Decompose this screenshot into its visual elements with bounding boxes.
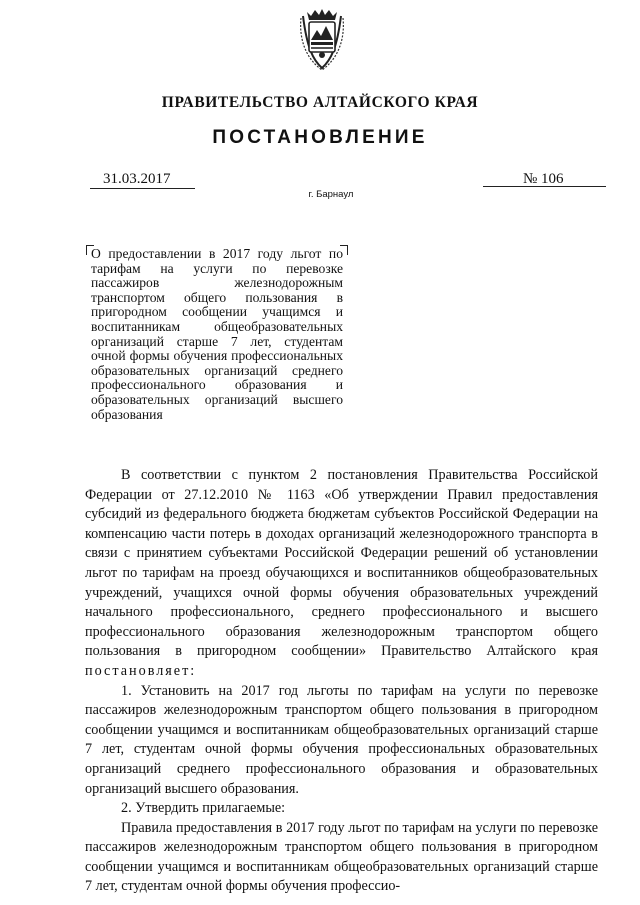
document-body <box>85 466 598 897</box>
document-type: ПОСТАНОВЛЕНИЕ <box>212 127 428 148</box>
preamble-text: В соответствии с пунктом 2 постановления Правительства Российской Федерации от 27.12.2010 № 1163 «Об утверждении Правил предоставления субсидий из федерального бюджета бюджетам субъектов Российской Федерации на компенсацию части потерь в доходах организаций железнодорожного транспорта в связи с принятием субъектами Российской Федерации решений об установлении льгот по тарифам на проезд обучающихся и воспитанников общеобразовательных учреждений, учащихся очной формы обучения образовательных учреждений начального профессионального, среднего профессионального и высшего профессионального образования железнодорожным транспортом общего пользования в пригородном сообщении» Правительство Алтайского края <box>85 467 598 660</box>
item-2-text: Правила предоставления в 2017 году льгот по тарифам на услуги по перевозке пассажиров железнодорожным транспортом общего пользования в пригородном сообщении учащимся и воспитанникам общеобразовательных организаций старше 7 лет, студентам очной формы обучения профессио- <box>85 819 598 895</box>
number-underline <box>483 186 606 187</box>
document-subject: О предоставлении в 2017 году льгот по тарифам на услуги по перевозке пассажиров железнодорожным транспортом общего пользования в пригородном сообщении учащимся и воспитанникам общеобразовательных организаций старше 7 лет, студентам очной формы обучения профессиональных образовательных организаций среднего профессионального образования и образовательных организаций высшего образования <box>91 246 343 422</box>
coat-of-arms-icon <box>297 8 347 72</box>
preamble-paragraph <box>85 466 598 682</box>
document-number: № 106 <box>523 171 564 187</box>
document-date: 31.03.2017 <box>103 171 171 187</box>
item-2: 2. Утвердить прилагаемые: <box>121 800 286 817</box>
decree-word: постановляет: <box>85 662 197 679</box>
city-label: г. Барнаул <box>308 189 354 200</box>
item-1: 1. Установить на 2017 год льготы по тарифам на услуги по перевозке пассажиров железнодорожным транспортом общего пользования в пригородном сообщении учащимся и воспитанникам общеобразовательных организаций старше 7 лет, студентам очной формы обучения профессиональных образовательных организаций среднего профессионального образования и образовательных организаций высшего образования. <box>85 682 598 797</box>
government-title: ПРАВИТЕЛЬСТВО АЛТАЙСКОГО КРАЯ <box>161 94 479 111</box>
